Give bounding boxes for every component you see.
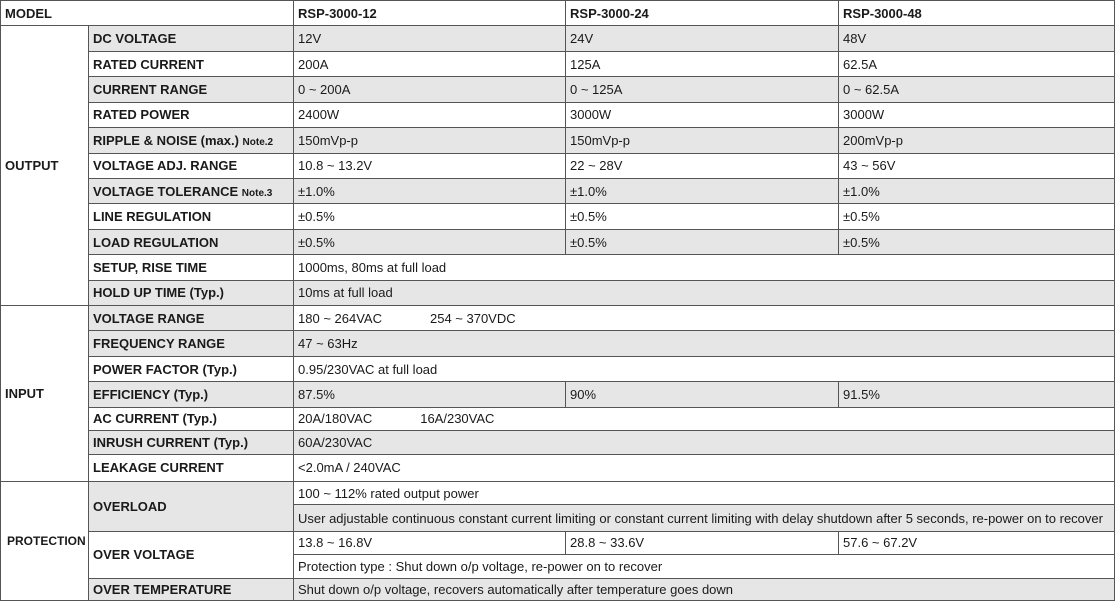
param-label: DC VOLTAGE bbox=[89, 26, 294, 51]
param-label: LINE REGULATION bbox=[89, 204, 294, 229]
table-row bbox=[1, 153, 1115, 178]
param-value: User adjustable continuous constant current limiting or constant current limiting with delay shutdown after 5 seconds, re-power on to recover bbox=[294, 505, 1115, 531]
table-row bbox=[1, 102, 1115, 127]
param-value: 10.8 ~ 13.2V bbox=[294, 153, 566, 178]
param-value: 200mVp-p bbox=[839, 128, 1115, 153]
param-value: 0 ~ 125A bbox=[566, 77, 839, 102]
param-value: 1000ms, 80ms at full load bbox=[294, 255, 1115, 280]
table-row bbox=[1, 578, 1115, 600]
param-value: ±1.0% bbox=[294, 178, 566, 203]
table-row bbox=[1, 280, 1115, 305]
param-label bbox=[89, 178, 294, 203]
param-value bbox=[294, 306, 1115, 331]
table-row bbox=[1, 306, 1115, 331]
param-label: RATED CURRENT bbox=[89, 51, 294, 76]
param-label: FREQUENCY RANGE bbox=[89, 331, 294, 356]
param-label: LEAKAGE CURRENT bbox=[89, 454, 294, 481]
param-value bbox=[294, 407, 1115, 430]
section-label-protection: PROTECTION bbox=[1, 481, 89, 600]
param-label: EFFICIENCY (Typ.) bbox=[89, 382, 294, 407]
param-value: 43 ~ 56V bbox=[839, 153, 1115, 178]
model-name: RSP-3000-12 bbox=[294, 1, 566, 26]
section-label-input: INPUT bbox=[1, 306, 89, 482]
param-value: Shut down o/p voltage, recovers automatically after temperature goes down bbox=[294, 578, 1115, 600]
table-row bbox=[1, 407, 1115, 430]
param-label: LOAD REGULATION bbox=[89, 229, 294, 254]
param-label: CURRENT RANGE bbox=[89, 77, 294, 102]
param-value: <2.0mA / 240VAC bbox=[294, 454, 1115, 481]
table-row bbox=[1, 481, 1115, 504]
ac-current-b: 16A/230VAC bbox=[420, 411, 495, 427]
voltage-range-dc: 254 ~ 370VDC bbox=[429, 310, 516, 326]
param-label: AC CURRENT (Typ.) bbox=[89, 407, 294, 430]
param-value: 48V bbox=[839, 26, 1115, 51]
param-value: 87.5% bbox=[294, 382, 566, 407]
param-value: 3000W bbox=[566, 102, 839, 127]
param-value: ±1.0% bbox=[839, 178, 1115, 203]
param-label bbox=[89, 128, 294, 153]
param-value: ±0.5% bbox=[839, 204, 1115, 229]
param-value: 150mVp-p bbox=[566, 128, 839, 153]
param-value: 0.95/230VAC at full load bbox=[294, 356, 1115, 381]
ac-current-a: 20A/180VAC bbox=[298, 411, 373, 427]
param-value: ±0.5% bbox=[294, 204, 566, 229]
model-name: RSP-3000-24 bbox=[566, 1, 839, 26]
param-value: 24V bbox=[566, 26, 839, 51]
param-value: 3000W bbox=[839, 102, 1115, 127]
param-value: 100 ~ 112% rated output power bbox=[294, 481, 1115, 504]
note-ref: Note.3 bbox=[241, 187, 273, 199]
model-label: MODEL bbox=[1, 1, 294, 26]
param-value: 200A bbox=[294, 51, 566, 76]
param-value: 13.8 ~ 16.8V bbox=[294, 531, 566, 554]
param-value: ±0.5% bbox=[294, 229, 566, 254]
model-name: RSP-3000-48 bbox=[839, 1, 1115, 26]
param-label: POWER FACTOR (Typ.) bbox=[89, 356, 294, 381]
table-row bbox=[1, 331, 1115, 356]
param-label-text: VOLTAGE TOLERANCE bbox=[93, 183, 239, 199]
param-value: 10ms at full load bbox=[294, 280, 1115, 305]
voltage-range-ac: 180 ~ 264VAC bbox=[298, 310, 382, 326]
table-row bbox=[1, 51, 1115, 76]
param-value: 0 ~ 62.5A bbox=[839, 77, 1115, 102]
param-label: OVER VOLTAGE bbox=[89, 531, 294, 578]
table-row bbox=[1, 26, 1115, 51]
param-value: 90% bbox=[566, 382, 839, 407]
param-label: OVER TEMPERATURE bbox=[89, 578, 294, 600]
param-value: 91.5% bbox=[839, 382, 1115, 407]
section-label-output: OUTPUT bbox=[1, 26, 89, 306]
param-value: 12V bbox=[294, 26, 566, 51]
param-label: RATED POWER bbox=[89, 102, 294, 127]
table-row bbox=[1, 204, 1115, 229]
param-label: OVERLOAD bbox=[89, 481, 294, 531]
param-label-text: RIPPLE & NOISE (max.) bbox=[93, 132, 239, 148]
table-row bbox=[1, 531, 1115, 554]
param-value: ±1.0% bbox=[566, 178, 839, 203]
param-value: ±0.5% bbox=[839, 229, 1115, 254]
param-value: ±0.5% bbox=[566, 229, 839, 254]
table-row bbox=[1, 382, 1115, 407]
param-value: 2400W bbox=[294, 102, 566, 127]
param-value: 62.5A bbox=[839, 51, 1115, 76]
param-value: 150mVp-p bbox=[294, 128, 566, 153]
param-value: 57.6 ~ 67.2V bbox=[839, 531, 1115, 554]
table-row bbox=[1, 178, 1115, 203]
table-row bbox=[1, 77, 1115, 102]
table-row bbox=[1, 454, 1115, 481]
param-value: Protection type : Shut down o/p voltage, re-power on to recover bbox=[294, 555, 1115, 578]
param-value: 47 ~ 63Hz bbox=[294, 331, 1115, 356]
param-value: 0 ~ 200A bbox=[294, 77, 566, 102]
table-row bbox=[1, 431, 1115, 454]
param-value: 22 ~ 28V bbox=[566, 153, 839, 178]
param-label: VOLTAGE RANGE bbox=[89, 306, 294, 331]
table-row bbox=[1, 128, 1115, 153]
param-value: 28.8 ~ 33.6V bbox=[566, 531, 839, 554]
note-ref: Note.2 bbox=[242, 136, 274, 148]
table-row bbox=[1, 356, 1115, 381]
param-value: 60A/230VAC bbox=[294, 431, 1115, 454]
param-label: HOLD UP TIME (Typ.) bbox=[89, 280, 294, 305]
table-row bbox=[1, 229, 1115, 254]
param-label: VOLTAGE ADJ. RANGE bbox=[89, 153, 294, 178]
table-row bbox=[1, 255, 1115, 280]
header-row bbox=[1, 1, 1115, 26]
param-label: INRUSH CURRENT (Typ.) bbox=[89, 431, 294, 454]
param-value: ±0.5% bbox=[566, 204, 839, 229]
param-value: 125A bbox=[566, 51, 839, 76]
param-label: SETUP, RISE TIME bbox=[89, 255, 294, 280]
